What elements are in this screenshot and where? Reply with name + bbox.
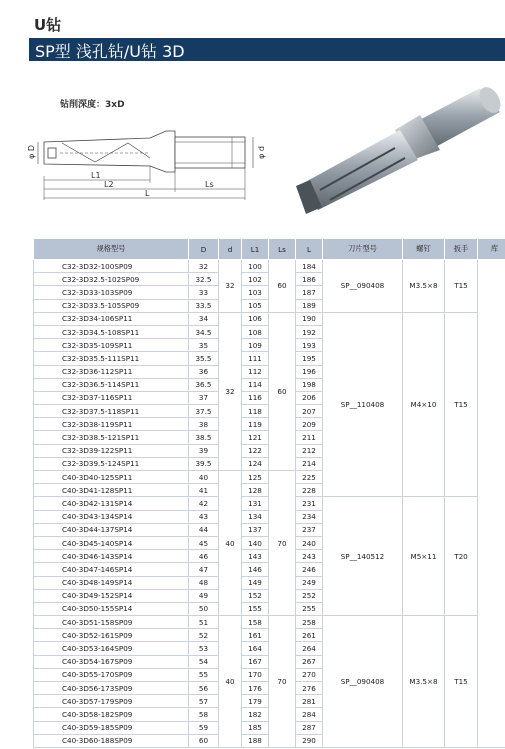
- model-cell: C32-3D32.5-102SP09: [34, 273, 189, 286]
- table-row: [34, 260, 505, 273]
- drill-body-outline: [44, 131, 175, 172]
- D-cell: 39.5: [189, 457, 219, 470]
- model-cell: C32-3D38-119SP11: [34, 418, 189, 431]
- model-cell: C32-3D38.5-121SP11: [34, 431, 189, 444]
- D-cell: 50: [189, 602, 219, 615]
- D-cell: 57: [189, 695, 219, 708]
- D-cell: 44: [189, 523, 219, 536]
- L-cell: 207: [296, 405, 323, 418]
- D-cell: 32: [189, 260, 219, 273]
- D-cell: 40: [189, 471, 219, 484]
- L1-cell: 114: [242, 378, 269, 391]
- L1-cell: 109: [242, 339, 269, 352]
- L1-cell: 125: [242, 471, 269, 484]
- model-cell: C40-3D54-167SP09: [34, 655, 189, 668]
- D-cell: 46: [189, 550, 219, 563]
- screw-cell: M4×10: [403, 312, 445, 497]
- D-cell: 37.5: [189, 405, 219, 418]
- model-cell: C40-3D60-188SP09: [34, 734, 189, 747]
- D-cell: 56: [189, 682, 219, 695]
- D-cell: 49: [189, 589, 219, 602]
- L-cell: 252: [296, 589, 323, 602]
- L-cell: 276: [296, 682, 323, 695]
- D-cell: 36.5: [189, 378, 219, 391]
- L1-cell: 108: [242, 325, 269, 338]
- L1-cell: 100: [242, 260, 269, 273]
- model-cell: C32-3D35.5-111SP11: [34, 352, 189, 365]
- D-cell: 34: [189, 312, 219, 325]
- column-header: L: [296, 239, 323, 260]
- L1-cell: 143: [242, 550, 269, 563]
- D-cell: 38: [189, 418, 219, 431]
- L1-cell: 185: [242, 721, 269, 734]
- L-cell: 281: [296, 695, 323, 708]
- column-header: 规格型号: [34, 239, 189, 260]
- column-header: D: [189, 239, 219, 260]
- column-header: 库: [478, 239, 505, 260]
- L1-cell: 152: [242, 589, 269, 602]
- model-cell: C32-3D33-103SP09: [34, 286, 189, 299]
- L1-cell: 118: [242, 405, 269, 418]
- L1-cell: 140: [242, 536, 269, 549]
- D-cell: 59: [189, 721, 219, 734]
- model-cell: C32-3D37.5-118SP11: [34, 405, 189, 418]
- L1-cell: 182: [242, 708, 269, 721]
- Ls-cell: 70: [269, 471, 296, 616]
- D-cell: 54: [189, 655, 219, 668]
- model-cell: C40-3D56-173SP09: [34, 682, 189, 695]
- L-cell: 228: [296, 484, 323, 497]
- model-cell: C40-3D58-182SP09: [34, 708, 189, 721]
- column-header: 扳手: [445, 239, 478, 260]
- D-cell: 36: [189, 365, 219, 378]
- wrench-cell: T15: [445, 312, 478, 497]
- model-cell: C40-3D48-149SP14: [34, 576, 189, 589]
- Ls-cell: 70: [269, 616, 296, 748]
- D-cell: 58: [189, 708, 219, 721]
- insert-marker: [48, 148, 56, 158]
- L-cell: 258: [296, 616, 323, 629]
- column-header: Ls: [269, 239, 296, 260]
- dim-L2-label: L2: [104, 180, 114, 189]
- D-cell: 42: [189, 497, 219, 510]
- L1-cell: 164: [242, 642, 269, 655]
- drill-product-image: [296, 83, 505, 214]
- column-header: L1: [242, 239, 269, 260]
- L1-cell: 103: [242, 286, 269, 299]
- D-cell: 53: [189, 642, 219, 655]
- D-cell: 43: [189, 510, 219, 523]
- model-cell: C40-3D45-140SP14: [34, 536, 189, 549]
- dim-d-label: φ d: [257, 146, 266, 159]
- L-cell: 284: [296, 708, 323, 721]
- model-cell: C40-3D55-170SP09: [34, 668, 189, 681]
- L1-cell: 188: [242, 734, 269, 747]
- model-cell: C40-3D44-137SP14: [34, 523, 189, 536]
- D-cell: 41: [189, 484, 219, 497]
- L-cell: 264: [296, 642, 323, 655]
- model-cell: C40-3D42-131SP14: [34, 497, 189, 510]
- insert-cell: SP__090408: [323, 616, 403, 748]
- screw-cell: M3.5×8: [403, 616, 445, 748]
- L-cell: 190: [296, 312, 323, 325]
- D-cell: 33: [189, 286, 219, 299]
- wrench-cell: T20: [445, 497, 478, 616]
- model-cell: C40-3D49-152SP14: [34, 589, 189, 602]
- L1-cell: 134: [242, 510, 269, 523]
- L-cell: 198: [296, 378, 323, 391]
- L-cell: 214: [296, 457, 323, 470]
- model-cell: C32-3D36-112SP11: [34, 365, 189, 378]
- dim-Ls-label: Ls: [205, 180, 214, 189]
- L-cell: 186: [296, 273, 323, 286]
- D-cell: 35: [189, 339, 219, 352]
- table-header-row: [34, 239, 505, 260]
- L1-cell: 149: [242, 576, 269, 589]
- L-cell: 189: [296, 299, 323, 312]
- L1-cell: 119: [242, 418, 269, 431]
- L-cell: 195: [296, 352, 323, 365]
- model-cell: C32-3D39-122SP11: [34, 444, 189, 457]
- L1-cell: 146: [242, 563, 269, 576]
- D-cell: 45: [189, 536, 219, 549]
- L-cell: 206: [296, 391, 323, 404]
- L-cell: 255: [296, 602, 323, 615]
- tool-drawing: [0, 0, 505, 238]
- L-cell: 231: [296, 497, 323, 510]
- model-cell: C40-3D51-158SP09: [34, 616, 189, 629]
- L-cell: 261: [296, 629, 323, 642]
- L1-cell: 131: [242, 497, 269, 510]
- model-cell: C40-3D46-143SP14: [34, 550, 189, 563]
- model-cell: C32-3D35-109SP11: [34, 339, 189, 352]
- L-cell: 290: [296, 734, 323, 747]
- dim-D-label: φ D: [27, 145, 36, 159]
- Ls-cell: 60: [269, 260, 296, 313]
- column-header: 螺钉: [403, 239, 445, 260]
- L1-cell: 158: [242, 616, 269, 629]
- spec-table: [33, 238, 505, 748]
- Ls-cell: 60: [269, 312, 296, 470]
- dim-L-label: L: [145, 189, 150, 198]
- D-cell: 55: [189, 668, 219, 681]
- D-cell: 48: [189, 576, 219, 589]
- L1-cell: 121: [242, 431, 269, 444]
- model-cell: C40-3D59-185SP09: [34, 721, 189, 734]
- d-cell: 32: [219, 260, 242, 313]
- L-cell: 267: [296, 655, 323, 668]
- model-cell: C32-3D34-106SP11: [34, 312, 189, 325]
- model-cell: C40-3D47-146SP14: [34, 563, 189, 576]
- L-cell: 225: [296, 471, 323, 484]
- L-cell: 249: [296, 576, 323, 589]
- D-cell: 60: [189, 734, 219, 747]
- dim-L1-label: L1: [91, 171, 101, 180]
- L-cell: 237: [296, 523, 323, 536]
- stock-cell: [478, 260, 505, 748]
- L-cell: 240: [296, 536, 323, 549]
- L1-cell: 161: [242, 629, 269, 642]
- model-cell: C32-3D36.5-114SP11: [34, 378, 189, 391]
- model-cell: C40-3D43-134SP14: [34, 510, 189, 523]
- D-cell: 38.5: [189, 431, 219, 444]
- L-cell: 184: [296, 260, 323, 273]
- insert-cell: SP__140512: [323, 497, 403, 616]
- d-cell: 40: [219, 616, 242, 748]
- category-title: U钻: [34, 16, 62, 34]
- table-body: [34, 260, 505, 748]
- L1-cell: 170: [242, 668, 269, 681]
- L-cell: 234: [296, 510, 323, 523]
- L-cell: 270: [296, 668, 323, 681]
- L-cell: 187: [296, 286, 323, 299]
- d-cell: 40: [219, 471, 242, 616]
- column-header: 刀片型号: [323, 239, 403, 260]
- L1-cell: 128: [242, 484, 269, 497]
- L1-cell: 105: [242, 299, 269, 312]
- column-header: d: [219, 239, 242, 260]
- shank-outline: [175, 137, 245, 168]
- D-cell: 51: [189, 616, 219, 629]
- table-row: [34, 616, 505, 629]
- L-cell: 212: [296, 444, 323, 457]
- model-cell: C40-3D53-164SP09: [34, 642, 189, 655]
- L-cell: 196: [296, 365, 323, 378]
- L1-cell: 102: [242, 273, 269, 286]
- table-row: [34, 312, 505, 325]
- screw-cell: M5×11: [403, 497, 445, 616]
- model-cell: C32-3D37-116SP11: [34, 391, 189, 404]
- D-cell: 32.5: [189, 273, 219, 286]
- L1-cell: 167: [242, 655, 269, 668]
- D-cell: 47: [189, 563, 219, 576]
- L1-cell: 176: [242, 682, 269, 695]
- L1-cell: 111: [242, 352, 269, 365]
- L-cell: 211: [296, 431, 323, 444]
- L-cell: 246: [296, 563, 323, 576]
- banner-title: SP型 浅孔钻/U钻 3D: [35, 42, 185, 61]
- model-cell: C32-3D32-100SP09: [34, 260, 189, 273]
- L1-cell: 122: [242, 444, 269, 457]
- L-cell: 243: [296, 550, 323, 563]
- L1-cell: 106: [242, 312, 269, 325]
- L-cell: 192: [296, 325, 323, 338]
- D-cell: 37: [189, 391, 219, 404]
- model-cell: C32-3D33.5-105SP09: [34, 299, 189, 312]
- model-cell: C32-3D34.5-108SP11: [34, 325, 189, 338]
- drilling-depth-label: 钻削深度：3xD: [60, 100, 125, 110]
- model-cell: C40-3D57-179SP09: [34, 695, 189, 708]
- screw-cell: M3.5×8: [403, 260, 445, 313]
- model-cell: C40-3D50-155SP14: [34, 602, 189, 615]
- D-cell: 35.5: [189, 352, 219, 365]
- model-cell: C40-3D52-161SP09: [34, 629, 189, 642]
- L1-cell: 116: [242, 391, 269, 404]
- model-cell: C40-3D40-125SP11: [34, 471, 189, 484]
- wrench-cell: T15: [445, 616, 478, 748]
- D-cell: 33.5: [189, 299, 219, 312]
- D-cell: 34.5: [189, 325, 219, 338]
- L-cell: 287: [296, 721, 323, 734]
- d-cell: 32: [219, 312, 242, 470]
- L1-cell: 155: [242, 602, 269, 615]
- spec-table-wrapper: [33, 238, 505, 748]
- D-cell: 52: [189, 629, 219, 642]
- model-cell: C40-3D41-128SP11: [34, 484, 189, 497]
- model-cell: C32-3D39.5-124SP11: [34, 457, 189, 470]
- L1-cell: 179: [242, 695, 269, 708]
- L-cell: 193: [296, 339, 323, 352]
- L1-cell: 112: [242, 365, 269, 378]
- L-cell: 209: [296, 418, 323, 431]
- L1-cell: 124: [242, 457, 269, 470]
- insert-cell: SP__090408: [323, 260, 403, 313]
- L1-cell: 137: [242, 523, 269, 536]
- wrench-cell: T15: [445, 260, 478, 313]
- insert-cell: SP__110408: [323, 312, 403, 497]
- D-cell: 39: [189, 444, 219, 457]
